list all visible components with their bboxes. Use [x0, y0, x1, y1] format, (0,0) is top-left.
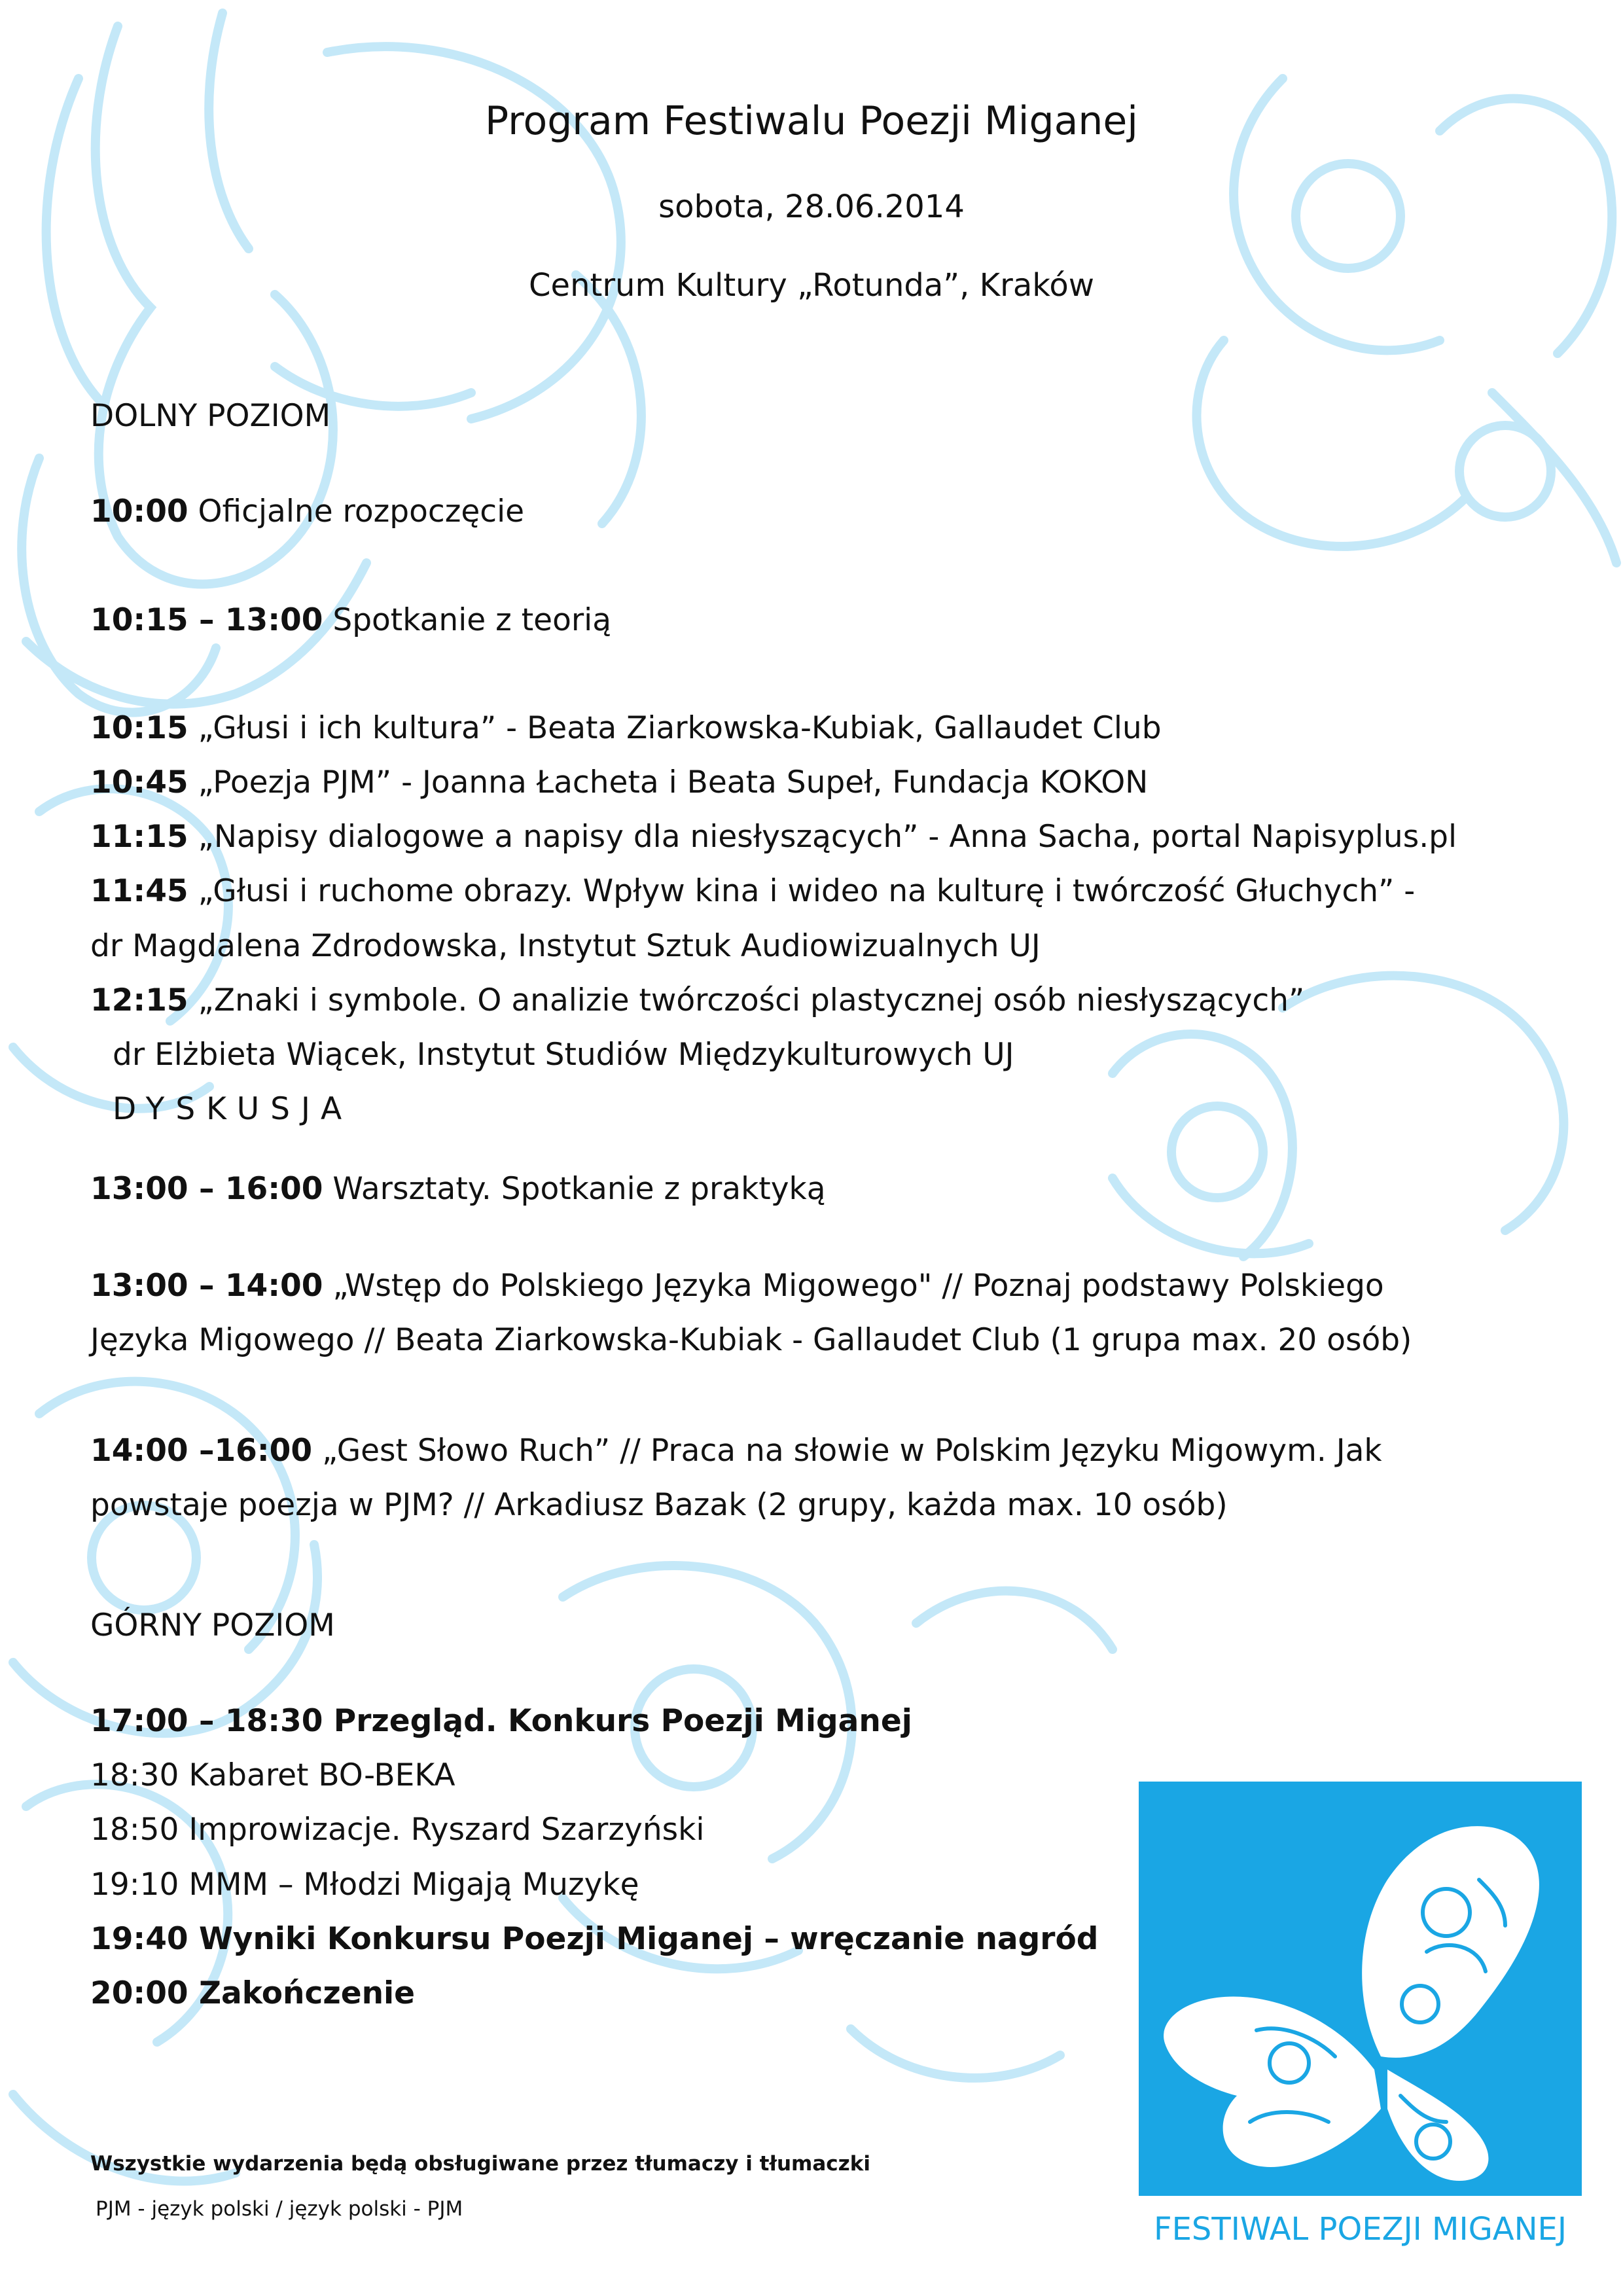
lower-level-heading: DOLNY POZIOM — [90, 398, 331, 434]
upper-schedule-item: 19:40 Wyniki Konkursu Poezji Miganej – wręczanie nagród — [90, 1921, 1099, 1957]
talk-continuation: dr Magdalena Zdrodowska, Instytut Sztuk Audiowizualnych UJ — [90, 928, 1041, 964]
schedule-item: 13:00 – 16:00 Warsztaty. Spotkanie z praktyką — [90, 1171, 826, 1207]
upper-level-heading: GÓRNY POZIOM — [90, 1607, 335, 1643]
page-title: Program Festiwalu Poezji Miganej — [485, 98, 1138, 144]
festival-logo — [1139, 1782, 1582, 2196]
schedule-item: 10:15 – 13:00 Spotkanie z teorią — [90, 602, 612, 638]
talk-item: 10:15 „Głusi i ich kultura” - Beata Ziarkowska-Kubiak, Gallaudet Club — [90, 710, 1162, 746]
event-venue: Centrum Kultury „Rotunda”, Kraków — [529, 267, 1094, 304]
schedule-item: 10:00 Oficjalne rozpoczęcie — [90, 493, 525, 529]
event-date: sobota, 28.06.2014 — [658, 188, 965, 225]
workshop-continuation: Języka Migowego // Beata Ziarkowska-Kubiak - Gallaudet Club (1 grupa max. 20 osób) — [90, 1322, 1412, 1358]
talk-item: 12:15 „Znaki i symbole. O analizie twórczości plastycznej osób niesłyszących” — [90, 982, 1305, 1018]
talk-continuation: dr Elżbieta Wiącek, Instytut Studiów Międzykulturowych UJ — [113, 1037, 1014, 1073]
interpreter-note: Wszystkie wydarzenia będą obsługiwane przez tłumaczy i tłumaczki — [90, 2152, 870, 2176]
upper-schedule-item: 18:30 Kabaret BO-BEKA — [90, 1757, 455, 1793]
talk-item: 10:45 „Poezja PJM” - Joanna Łacheta i Beata Supeł, Fundacja KOKON — [90, 764, 1149, 800]
talk-item: 11:45 „Głusi i ruchome obrazy. Wpływ kina i wideo na kulturę i twórczość Głuchych” - — [90, 873, 1416, 909]
upper-schedule-item: 18:50 Improwizacje. Ryszard Szarzyński — [90, 1812, 705, 1848]
upper-schedule-item: 19:10 MMM – Młodzi Migają Muzykę — [90, 1867, 639, 1903]
upper-schedule-item: 17:00 – 18:30 Przegląd. Konkurs Poezji Miganej — [90, 1703, 912, 1739]
interpreter-languages: PJM - język polski / język polski - PJM — [96, 2197, 463, 2221]
logo-caption: FESTIWAL POEZJI MIGANEJ — [1153, 2211, 1567, 2248]
workshop-continuation: powstaje poezja w PJM? // Arkadiusz Bazak (2 grupy, każda max. 10 osób) — [90, 1487, 1228, 1523]
workshop-item: 13:00 – 14:00 „Wstęp do Polskiego Języka Migowego" // Poznaj podstawy Polskiego — [90, 1268, 1384, 1304]
talk-item: 11:15 „Napisy dialogowe a napisy dla niesłyszących” - Anna Sacha, portal Napisyplus.pl — [90, 819, 1457, 855]
workshop-item: 14:00 –16:00 „Gest Słowo Ruch” // Praca na słowie w Polskim Języku Migowym. Jak — [90, 1433, 1382, 1469]
discussion-label: DYSKUSJA — [113, 1091, 353, 1127]
upper-schedule-item: 20:00 Zakończenie — [90, 1975, 416, 2011]
butterfly-logo-icon — [1139, 1782, 1582, 2196]
